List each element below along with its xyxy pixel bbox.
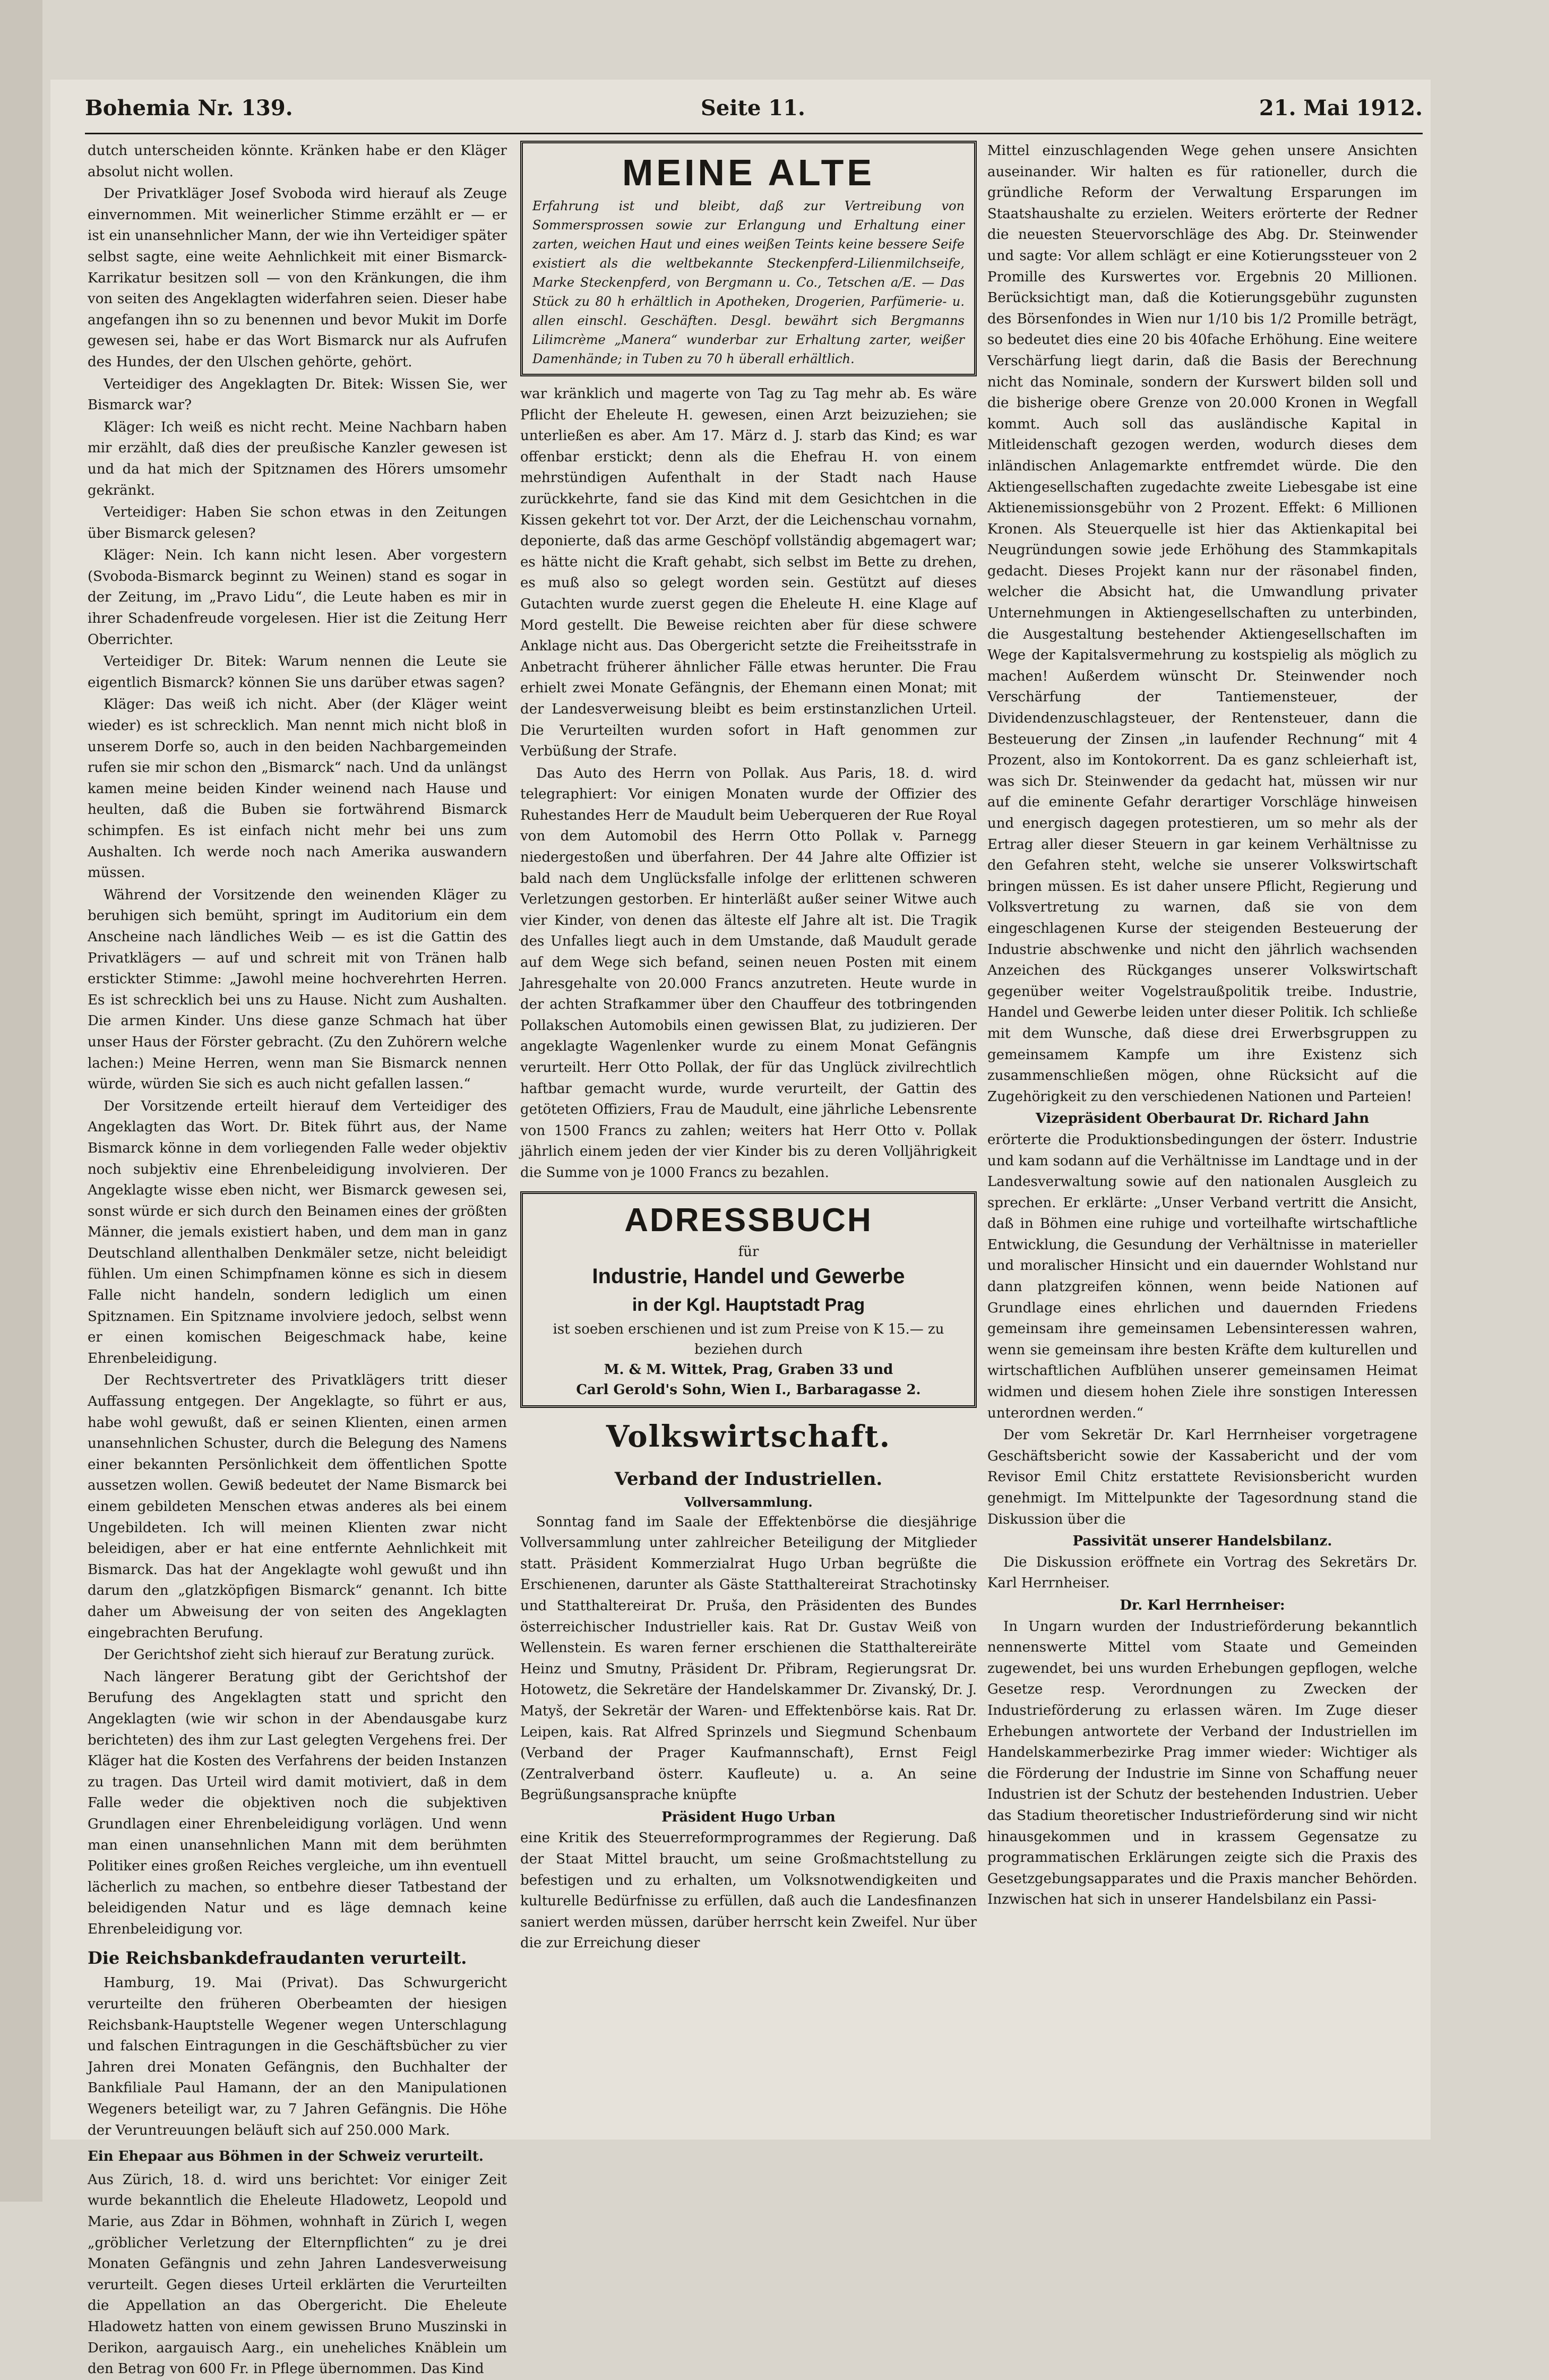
paragraph: Der Vorsitzende erteilt hierauf dem Verteidiger des Angeklagten das Wort. Dr. Bitek führt aus, der Name Bismarck könne in dem vorliegenden Falle weder objektiv noch subjektiv eine Ehrenbeleidigung involvieren. Der Angeklagte wisse eben nicht, wer Bismarck gewesen sei, sonst würde er sich durch den Beinamen eines der größten Männer, die jemals existiert haben, und dem man in ganz Deutschland allenthalben Denkmäler setze, nicht beleidigt fühlen. Um einen Schimpfnamen könne es sich in diesem Falle nicht handeln, sondern lediglich um einen Spitznamen. Ein Spitzname involviere jedoch, selbst wenn er einen komischen Beigeschmack habe, keine Ehrenbeleidigung. bbox=[88, 1098, 507, 1367]
ad-text: für bbox=[738, 1243, 759, 1260]
paragraph: eine Kritik des Steuerreformprogrammes der Regierung. Daß der Staat Mittel braucht, um seine Großmachtstellung zu befestigen und zu erhalten, um Volksnotwendigkeiten und kulturelle Bedürfnisse zu erfüllen, daß auch die Landesfinanzen saniert werden müssen, darüber herrscht kein Zweifel. Nur über die zur Erreichung dieser bbox=[520, 1830, 977, 1952]
ad-meine-alte bbox=[520, 141, 977, 376]
paragraph: erörterte die Produktionsbedingungen der österr. Industrie und kam sodann auf die Verhältnisse im Landtage und in der Landesverwaltung sowie auf den nationalen Ausgleich zu sprechen. Er erklärte: „Unser Verband vertritt die Ansicht, daß in Böhmen eine ruhige und vorteilhafte wirtschaftliche Entwicklung, die Gesundung der Verhältnisse in materieller und moralischer Hinsicht und ein dauernder Wohlstand nur dann platzgreifen können, wenn beide Nationen auf Grundlage eines ehrlichen und dauernden Friedens gemeinsam ihre gemeinsamen Lebensinteressen wahren, wenn sie gemeinsam ihre besten Kräfte dem kulturellen und wirtschaftlichen Aufblühen unserer gemeinsamen Heimat widmen und diesem hohen Ziele ihre sonstigen Interessen unterordnen werden.“ bbox=[987, 1131, 1417, 1421]
ad-text: Industrie, Handel und Gewerbe bbox=[592, 1264, 905, 1288]
paragraph: Verteidiger des Angeklagten Dr. Bitek: Wissen Sie, wer Bismarck war? bbox=[88, 376, 507, 414]
ad-adressbuch bbox=[520, 1191, 977, 1408]
paragraph: Kläger: Das weiß ich nicht. Aber (der Kläger weint wieder) es ist schrecklich. Man nennt mich nicht bloß in unserem Dorfe so, auch in den beiden Nachbargemeinden rufen sie mir schon den „Bismarck“ nach. Und da unlängst kamen meine beiden Kinder weinend nach Hause und heulten, daß die Buben sie fortwährend Bismarck schimpfen. Es ist einfach nicht mehr bei uns zum Aushalten. Ich werde noch nach Amerika auswandern müssen. bbox=[88, 697, 507, 881]
header-date: 21. Mai 1912. bbox=[1259, 96, 1423, 121]
ad-address: Carl Gerold's Sohn, Wien I., Barbaragasse 2. bbox=[576, 1381, 921, 1398]
ad-text: ist soeben erschienen und ist zum Preise von K 15.— zu beziehen durch bbox=[553, 1321, 944, 1357]
paragraph: Der Rechtsvertreter des Privatklägers tritt dieser Auffassung entgegen. Der Angeklagte, so führt er aus, habe wohl gewußt, daß er seinen Klienten, einen armen unansehnlichen Schuster, durch die Belegung des Namens einer bekannten Persönlichkeit dem öffentlichen Spotte aussetzen wollen. Gewiß bedeutet der Name Bismarck bei einem gebildeten Menschen etwas anderes als bei einem Ungebildeten. Ich will meinen Klienten zwar nicht beleidigen, aber er hat eine entfernte Aehnlichkeit mit Bismarck. Das hat der Angeklagte wohl gewußt und ihn darum den „glatzköpfigen Bismarck“ genannt. Ich bitte daher um Abweisung der von seiten des Angeklagten eingebrachten Berufung. bbox=[88, 1372, 507, 1641]
column-2 bbox=[520, 141, 977, 2073]
header-issue: Bohemia Nr. 139. bbox=[85, 96, 293, 121]
ad-title: ADRESSBUCH bbox=[624, 1201, 873, 1239]
paragraph: war kränklich und magerte von Tag zu Tag mehr ab. Es wäre Pflicht der Eheleute H. gewesen, einen Arzt beizuziehen; sie unterließen es aber. Am 17. März d. J. starb das Kind; es war offenbar erstickt; denn als die Ehefrau H. von einem mehrstündigen Aufenthalt in der Stadt nach Hause zurückkehrte, fand sie das Kind mit dem Gesichtchen in die Kissen gekehrt tot vor. Der Arzt, der die Leichenschau vornahm, deponierte, daß das arme Geschöpf vollständig abgemagert war; es hätte nicht die Kraft gehabt, sich selbst im Bette zu drehen, es muß also so gelegt worden sein. Gestützt auf dieses Gutachten wurde zuerst gegen die Eheleute H. eine Klage auf Mord gestellt. Die Beweise reichten aber für diese schwere Anklage nicht aus. Das Obergericht setzte die Freiheitsstrafe in Anbetracht früherer ähnlicher Fälle etwas herunter. Die Frau erhielt zwei Monate Gefängnis, der Ehemann einen Monat; mit der Landesverweisung bleibt es beim erstinstanzlichen Urteil. Die Verurteilten wurden sofort in Haft genommen zur Verbüßung der Strafe. bbox=[520, 386, 977, 760]
article-title: Verband der Industriellen. bbox=[614, 1468, 883, 1490]
paragraph: Kläger: Nein. Ich kann nicht lesen. Aber vorgestern (Svoboda-Bismarck beginnt zu Weinen) stand es sogar in der Zeitung, im „Pravo Lidu“, die Leute haben es mir in ihrer Schadenfreude vorgelesen. Hier ist die Zeitung Herr Oberrichter. bbox=[88, 547, 507, 648]
headline-reichsbank: Die Reichsbankdefraudanten verurteilt. bbox=[88, 1948, 467, 1969]
paragraph: Kläger: Ich weiß es nicht recht. Meine Nachbarn haben mir erzählt, daß dies der preußische Kanzler gewesen ist und da hat mich der Spitznamen des Hörers umsomehr gekränkt. bbox=[88, 419, 507, 499]
column-3 bbox=[987, 141, 1417, 2073]
ad-text: Erfahrung ist und bleibt, daß zur Vertreibung von Sommersprossen sowie zur Erlangung und Erhaltung einer zarten, weichen Haut und eines weißen Teints keine bessere Seife existiert als die weltbekannte Steckenpferd-Lilienmilchseife, Marke Steckenpferd, von Bergmann u. Co., Tetschen a/E. — Das Stück zu 80 h erhältlich in Apotheken, Drogerien, Parfümerie- u. allen einschl. Geschäften. Desgl. bewährt sich Bergmanns Lilimcrème „Manera“ wunderbar zur Erhaltung zarter, weißer Damenhände; in Tuben zu 70 h überall erhältlich. bbox=[532, 199, 965, 366]
header-rule bbox=[85, 133, 1423, 134]
paragraph: Der vom Sekretär Dr. Karl Herrnheiser vorgetragene Geschäftsbericht sowie der Kassabericht und der vom Revisor Emil Chitz erstattete Revisionsbericht wurden genehmigt. Im Mittelpunkte der Tagesordnung stand die Diskussion über die bbox=[987, 1427, 1417, 1527]
paragraph: Die Diskussion eröffnete ein Vortrag des Sekretärs Dr. Karl Herrnheiser. bbox=[987, 1554, 1417, 1592]
column-1 bbox=[88, 141, 507, 2377]
subheading: Vizepräsident Oberbaurat Dr. Richard Jahn bbox=[1035, 1111, 1370, 1127]
paragraph: dutch unterscheiden könnte. Kränken habe er den Kläger absolut nicht wollen. bbox=[88, 143, 507, 180]
paragraph: Während der Vorsitzende den weinenden Kläger zu beruhigen sich bemüht, springt im Auditorium ein dem Anscheine nach ländliches Weib — es ist die Gattin des Privatklägers — auf und schreit mit von Tränen halb erstickter Stimme: „Jawohl meine hochverehrten Herren. Es ist schrecklich bei uns zu Hause. Nicht zum Aushalten. Die armen Kinder. Uns diese ganze Schmach hat über unser Haus der Förster gebracht. (Zu den Zuhörern welche lachen:) Meine Herren, wenn man Sie Bismarck nennen würde, würden Sie sich es auch nicht gefallen lassen.“ bbox=[88, 887, 507, 1093]
paragraph: Nach längerer Beratung gibt der Gerichtshof der Berufung des Angeklagten statt und spricht den Angeklagten (wie wir schon in der Abendausgabe kurz berichteten) des ihm zur Last gelegten Vergehens frei. Der Kläger hat die Kosten des Verfahrens der beiden Instanzen zu tragen. Das Urteil wird damit motiviert, daß in dem Falle weder die objektiven noch die subjektiven Grundlagen einer Ehrenbeleidigung vorlägen. Und wenn man einen unansehnlichen Mann mit dem berühmten Politiker eines großen Reiches vergleiche, um ihn eventuell lächerlich zu machen, so entbehre dieser Tatbestand der beleidigenden Natur und es läge demnach keine Ehrenbeleidigung vor. bbox=[88, 1669, 507, 1937]
paragraph: In Ungarn wurden der Industrieförderung bekanntlich nennenswerte Mittel vom Staate und Gemeinden zugewendet, bei uns wurden Erhebungen gepflogen, welche Gesetze resp. Verordnungen zu Zwecken der Industrieförderung zu erlassen wären. Im Zuge dieser Erhebungen antwortete der Verband der Industriellen im Handelskammerbezirke Prag immer wieder: Wichtiger als die Förderung der Industrie im Sinne von Schaffung neuer Industrien ist der Schutz der bestehenden Industrien. Ueber das Stadium theoretischer Industrieförderung sind wir nicht hinausgekommen und in krassem Gegensatze zu programmatischen Erklärungen zeigte sich die Praxis des Gesetzgebungsapparates und die Praxis mancher Behörden. Inzwischen hat sich in unserer Handelsbilanz ein Passi- bbox=[987, 1618, 1417, 1908]
paragraph: Mittel einzuschlagenden Wege gehen unsere Ansichten auseinander. Wir halten es für rationeller, durch die gründliche Reform der Verwaltung Ersparungen im Staatshaushalte zu erzielen. Weiters erörterte der Redner die neuesten Steuervorschläge des Abg. Dr. Steinwender und sagte: Vor allem schlägt er eine Kotierungssteuer von 2 Promille des Kurswertes vor. Ergebnis 20 Millionen. Berücksichtigt man, daß die Kotierungsgebühr zugunsten des Börsenfondes in Wien nur 1/10 bis 1/2 Promille beträgt, so bedeutet dies eine 20 bis 40fache Erhöhung. Eine weitere Verschärfung liegt darin, daß die Basis der Berechnung nicht das Nominale, sondern der Kurswert bilden soll und die bisherige obere Grenze von 20.000 Kronen in Wegfall kommt. Auch soll das ausländische Kapital in Mitleidenschaft gezogen werden, wodurch dieses dem inländischen Anlagemarkte entfremdet würde. Die den Aktiengesellschaften zugedachte zweite Liebesgabe ist eine Aktienemissionsgebühr von 2 Prozent. Effekt: 6 Millionen Kronen. Als Steuerquelle ist hier das Aktienkapital bei Neugründungen sowie jede Erhöhung des Stammkapitals gedacht. Dieses Projekt kann nur der räsonabel finden, welcher die Absicht hat, die Umwandlung privater Unternehmungen in Aktiengesellschaften zu unterbinden, die Ausgestaltung bestehender Aktiengesellschaften im Wege der Kapitalsvermehrung zu kostspielig als möglich zu machen! Außerdem wünscht Dr. Steinwender noch Verschärfung der Tantiemensteuer, der Dividendenzuschlagsteuer, der Rentensteuer, dann die Besteuerung der Zinsen „in laufender Rechnung“ mit 4 Prozent, also im Kontokorrent. Da es ganz schleierhaft ist, was sich Dr. Steinwender da gedacht hat, müssen wir nur auf die eminente Gefahr derartiger Vorschläge hinweisen und energisch dagegen protestieren, um so mehr als der Ertrag aller dieser Steuern in gar keinem Verhältnisse zu den Gefahren steht, welche sie unserer Volkswirtschaft bringen müssen. Es ist daher unsere Pflicht, Regierung und Volksvertretung zu warnen, daß sie von dem eingeschlagenen Kurse der steigenden Besteuerung der Industrie abschwenke und nicht den jährlich wachsenden Anzeichen des Rückganges unserer Volkswirtschaft gegenüber weiter Vogelstraußpolitik treibe. Industrie, Handel und Gewerbe leiden unter dieser Politik. Ich schließe mit dem Wunsche, daß diese drei Erwerbsgruppen zu gemeinsamem Kampfe um ihre Existenz sich zusammenschließen mögen, ohne Rücksicht auf die Zugehörigkeit zu den verschiedenen Nationen und Parteien! bbox=[987, 143, 1417, 1105]
paragraph: Der Privatkläger Josef Svoboda wird hierauf als Zeuge einvernommen. Mit weinerlicher Stimme erzählt er — er ist ein unansehnlicher Mann, der wie ihn Verteidiger später selbst sagte, eine weite Aehnlichkeit mit einer Bismarck-Karrikatur besitzen soll — von den Kränkungen, die ihm von seiten des Angeklagten widerfahren seien. Dieser habe angefangen ihn so zu benennen und bevor Mukit im Dorfe gewesen sei, habe er das Wort Bismarck nur als Aufrufen des Hundes, der den Ulschen gehörte, gehört. bbox=[88, 186, 507, 370]
subheading: Passivität unserer Handelsbilanz. bbox=[1072, 1533, 1332, 1550]
subheading: Präsident Hugo Urban bbox=[661, 1809, 836, 1825]
ad-title: MEINE ALTE bbox=[622, 152, 875, 193]
ad-text: in der Kgl. Hauptstadt Prag bbox=[632, 1294, 865, 1315]
paragraph: Sonntag fand im Saale der Effektenbörse die diesjährige Vollversammlung unter zahlreicher Beteiligung der Mitglieder statt. Präsident Kommerzialrat Hugo Urban begrüßte die Erschienenen, darunter als Gäste Statthaltereirat Strachotinsky und Statthaltereirat Dr. Pruša, den Präsidenten des Bundes österreichischer Industrieller kais. Rat Dr. Gustav Weiß von Wellenstein. Es waren ferner erschienen die Statthaltereiräte Heinz und Smutny, Präsident Dr. Přibram, Regierungsrat Dr. Hotowetz, die Sekretäre der Handelskammer Dr. Zivanský, Dr. J. Matyš, der Sekretär der Waren- und Effektenbörse kais. Rat Dr. Leipen, kais. Rat Alfred Sprinzels und Siegmund Schenbaum (Verband der Prager Kaufmannschaft), Ernst Feigl (Zentralverband österr. Kaufleute) u. a. An seine Begrüßungsansprache knüpfte bbox=[520, 1514, 977, 1803]
header-page-number: Seite 11. bbox=[701, 96, 805, 121]
headline-ehepaar: Ein Ehepaar aus Böhmen in der Schweiz verurteilt. bbox=[88, 2149, 484, 2165]
paragraph: Aus Zürich, 18. d. wird uns berichtet: Vor einiger Zeit wurde bekanntlich die Eheleute Hladowetz, Leopold und Marie, aus Zdar in Böhmen, wohnhaft in Zürich I, wegen „gröblicher Verletzung der Elternpflichten“ zu je drei Monaten Gefängnis und zehn Jahren Landesverweisung verurteilt. Gegen dieses Urteil erklärten die Verurteilten die Appellation an das Obergericht. Die Eheleute Hladowetz hatten von einem gewissen Bruno Muszinski in Derikon, aargauisch Aarg., ein uneheliches Knäblein um den Betrag von 600 Fr. in Pflege übernommen. Das Kind bbox=[88, 2171, 507, 2377]
ad-address: M. & M. Wittek, Prag, Graben 33 und bbox=[604, 1361, 893, 1378]
paragraph: Verteidiger Dr. Bitek: Warum nennen die Leute sie eigentlich Bismarck? können Sie uns darüber etwas sagen? bbox=[88, 654, 507, 691]
page-header bbox=[85, 90, 1423, 127]
paragraph: Der Gerichtshof zieht sich hierauf zur Beratung zurück. bbox=[104, 1647, 495, 1663]
paragraph: Verteidiger: Haben Sie schon etwas in den Zeitungen über Bismarck gelesen? bbox=[88, 504, 507, 542]
left-page-strip bbox=[0, 0, 42, 2202]
article-subtitle: Vollversammlung. bbox=[684, 1494, 813, 1510]
paragraph: Das Auto des Herrn von Pollak. Aus Paris, 18. d. wird telegraphiert: Vor einigen Monaten wurde der Offizier des Ruhestandes Herr de Maudult beim Ueberqueren der Rue Royal von dem Automobil des Herrn Otto Pollak v. Parnegg niedergestoßen und überfahren. Der 44 Jahre alte Offizier ist bald nach dem Unglücksfalle infolge der erlittenen schweren Verletzungen gestorben. Er hinterläßt außer seiner Witwe auch vier Kinder, von denen das älteste elf Jahre alt ist. Die Tragik des Unfalles liegt auch in dem Umstande, daß Maudult gerade auf dem Wege sich befand, seinen neuen Posten mit einem Jahresgehalte von 20.000 Francs anzutreten. Heute wurde in der achten Strafkammer über den Chauffeur des totbringenden Pollakschen Automobils einen gewissen Blat, zu judizieren. Der angeklagte Wagenlenker wurde zu einem Monat Gefängnis verurteilt. Herr Otto Pollak, der für das Unglück zivilrechtlich haftbar gemacht wurde, wurde verurteilt, der Gattin des getöteten Offiziers, Frau de Maudult, eine jährliche Lebensrente von 1500 Francs zu zahlen; weiters hat Herr Otto v. Pollak jährlich einem jeden der vier Kinder bis zu deren Volljährigkeit die Summe von je 1000 Francs zu bezahlen. bbox=[520, 765, 977, 1181]
subheading: Dr. Karl Herrnheiser: bbox=[1120, 1597, 1285, 1613]
paragraph: Hamburg, 19. Mai (Privat). Das Schwurgericht verurteilte den früheren Oberbeamten der hiesigen Reichsbank-Hauptstelle Wegener wegen Unterschlagung und falschen Eintragungen in die Geschäftsbücher zu vier Jahren drei Monaten Gefängnis, den Buchhalter der Bankfiliale Paul Hamann, der an den Manipulationen Wegeners beteiligt war, zu 7 Jahren Gefängnis. Die Höhe der Veruntreuungen beläuft sich auf 250.000 Mark. bbox=[88, 1975, 507, 2138]
section-title: Volkswirtschaft. bbox=[606, 1419, 891, 1454]
